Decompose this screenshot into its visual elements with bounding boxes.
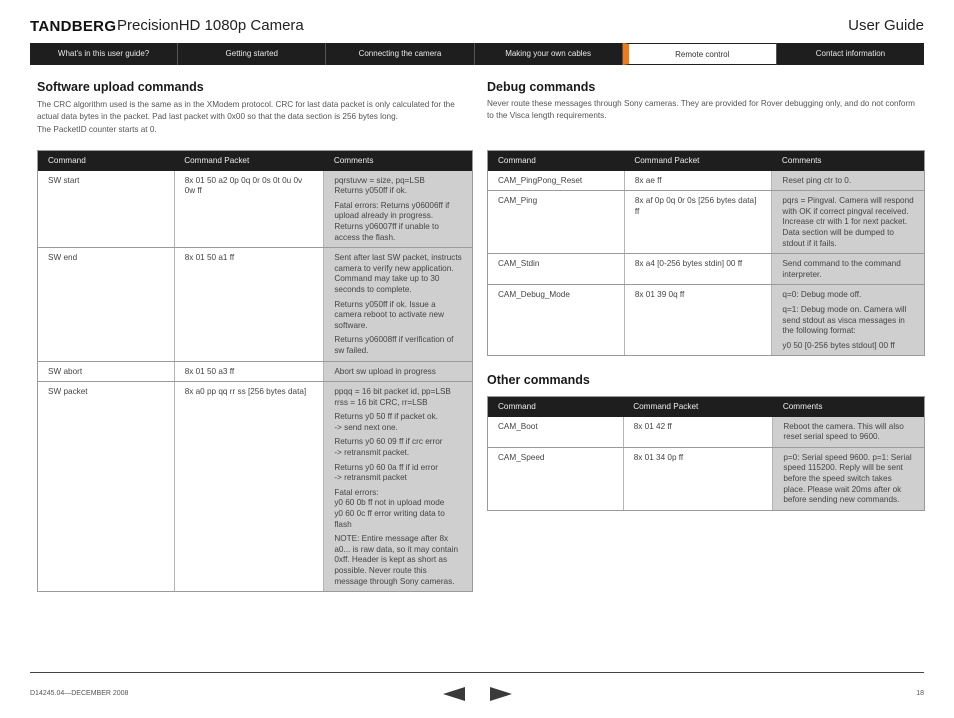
column-header-packet: Command Packet bbox=[174, 151, 324, 171]
brand-logo: TANDBERG bbox=[30, 18, 117, 35]
packet-id-note: The PacketID counter starts at 0. bbox=[37, 125, 157, 134]
command-packet-cell: 8x a0 pp qq rr ss [256 bytes data] bbox=[174, 382, 324, 592]
command-packet-cell: 8x 01 34 0p ff bbox=[623, 447, 773, 510]
other-commands-heading: Other commands bbox=[487, 373, 590, 387]
command-cell: CAM_Boot bbox=[488, 417, 624, 448]
command-cell: CAM_Ping bbox=[488, 191, 625, 254]
command-cell: SW abort bbox=[38, 361, 175, 382]
column-header-command: Command bbox=[38, 151, 175, 171]
table-row bbox=[38, 382, 473, 592]
other-commands-table bbox=[487, 396, 925, 511]
comment-text: Returns y0 50 ff if packet ok. -> send next one. bbox=[334, 412, 438, 432]
top-nav bbox=[30, 43, 924, 65]
comment-text: p=0: Serial speed 9600. p=1: Serial speed 115200. Reply will be sent before the speed switch takes place. Please wait 20ms after ok before sending new commands. bbox=[783, 452, 912, 505]
tab-making-cables[interactable]: Making your own cables bbox=[475, 43, 623, 65]
comment-text: Returns y0 60 0a ff if id error -> retransmit packet bbox=[334, 462, 438, 483]
command-packet-cell: 8x 01 50 a2 0p 0q 0r 0s 0t 0u 0v 0w ff bbox=[174, 171, 324, 248]
column-header-command: Command bbox=[488, 397, 624, 417]
table-row bbox=[488, 417, 925, 448]
comment-text: pqrs = Pingval. Camera will respond with OK if correct pingval received. Increase ctr with 1 for next packet. Data section will be dumped to stdout if it fails. bbox=[782, 196, 914, 248]
table-row bbox=[488, 254, 925, 285]
column-header-command: Command bbox=[488, 151, 625, 171]
comments-cell bbox=[324, 171, 473, 248]
comment-text: q=1: Debug mode on. Camera will send stdout as visca messages in the following format: bbox=[782, 304, 907, 336]
command-packet-cell: 8x 01 39 0q ff bbox=[624, 285, 772, 356]
comment-text: NOTE: Entire message after 8x a0... is raw data, so it may contain 0xff. Header is kept as short as possible. Never route this message through Sony cameras. bbox=[334, 534, 459, 586]
comments-cell bbox=[772, 254, 925, 285]
comments-cell bbox=[324, 361, 473, 382]
tab-contact-information[interactable]: Contact information bbox=[815, 49, 886, 58]
table-row bbox=[38, 171, 473, 248]
comment-text: Fatal errors: y0 60 0b ff not in upload mode y0 60 0c ff error writing data to flash bbox=[334, 487, 445, 529]
debug-commands-table bbox=[487, 150, 925, 356]
column-header-comments: Comments bbox=[772, 151, 925, 171]
arrow-right-icon[interactable] bbox=[490, 687, 512, 701]
command-cell: SW end bbox=[38, 248, 175, 361]
command-cell: CAM_Debug_Mode bbox=[488, 285, 625, 356]
comments-cell bbox=[772, 191, 925, 254]
command-packet-cell: 8x 01 50 a1 ff bbox=[174, 248, 324, 361]
software-upload-table bbox=[37, 150, 473, 592]
table-row bbox=[38, 361, 473, 382]
command-cell: CAM_Stdin bbox=[488, 254, 625, 285]
command-cell: SW packet bbox=[38, 382, 175, 592]
page-header bbox=[30, 14, 924, 40]
comment-text: y0 50 [0-256 bytes stdout] 00 ff bbox=[782, 340, 895, 350]
table-row bbox=[488, 191, 925, 254]
column-header-comments: Comments bbox=[773, 397, 925, 417]
column-header-packet: Command Packet bbox=[624, 151, 772, 171]
column-header-packet: Command Packet bbox=[623, 397, 773, 417]
document-id: D14245.04—DECEMBER 2008 bbox=[30, 690, 129, 697]
comments-cell bbox=[773, 417, 925, 448]
tab-whats-in-guide[interactable]: What's in this user guide? bbox=[30, 43, 178, 65]
comments-cell bbox=[324, 248, 473, 361]
software-upload-intro: The CRC algorithm used is the same as in the XModem protocol. CRC for last data packet is only calculated for the actual data bytes in the packet. Pad last packet with 0x00 so that the data section is 256 bytes long. bbox=[37, 100, 455, 121]
table-row bbox=[488, 171, 925, 191]
debug-commands-heading: Debug commands bbox=[487, 80, 596, 94]
tab-connecting-camera[interactable]: Connecting the camera bbox=[326, 43, 474, 65]
comments-cell bbox=[324, 382, 473, 592]
comment-text: q=0: Debug mode off. bbox=[782, 290, 862, 300]
product-title: PrecisionHD 1080p Camera bbox=[117, 17, 304, 34]
column-header-comments: Comments bbox=[324, 151, 473, 171]
comment-text: Send command to the command interpreter. bbox=[782, 259, 901, 279]
table-row bbox=[38, 248, 473, 361]
comment-text: ppqq = 16 bit packet id, pp=LSB rrss = 16 bit CRC, rr=LSB bbox=[334, 387, 451, 407]
table-row bbox=[488, 285, 925, 356]
page-number: 18 bbox=[916, 690, 924, 697]
comments-cell bbox=[773, 447, 925, 510]
comment-text: Returns y0 60 09 ff if crc error -> retransmit packet. bbox=[334, 437, 443, 458]
arrow-left-icon[interactable] bbox=[443, 687, 465, 701]
comment-text: Abort sw upload in progress bbox=[334, 366, 436, 376]
command-packet-cell: 8x af 0p 0q 0r 0s [256 bytes data] ff bbox=[624, 191, 772, 254]
command-cell: CAM_PingPong_Reset bbox=[488, 171, 625, 191]
comment-text: Reboot the camera. This will also reset serial speed to 9600. bbox=[783, 421, 904, 442]
guide-title: User Guide bbox=[848, 17, 924, 34]
comments-cell bbox=[772, 171, 925, 191]
command-packet-cell: 8x a4 [0-256 bytes stdin] 00 ff bbox=[624, 254, 772, 285]
comment-text: Returns y06008ff if verification of sw failed. bbox=[334, 335, 454, 355]
tab-getting-started[interactable]: Getting started bbox=[178, 43, 326, 65]
command-packet-cell: 8x ae ff bbox=[624, 171, 772, 191]
command-cell: SW start bbox=[38, 171, 175, 248]
table-row bbox=[488, 447, 925, 510]
comment-text: Reset ping ctr to 0. bbox=[782, 175, 852, 185]
comments-cell bbox=[772, 285, 925, 356]
command-cell: CAM_Speed bbox=[488, 447, 624, 510]
footer-divider bbox=[30, 672, 924, 673]
software-upload-heading: Software upload commands bbox=[37, 80, 204, 94]
command-packet-cell: 8x 01 42 ff bbox=[623, 417, 773, 448]
comment-text: Returns y050ff if ok. Issue a camera reboot to activate new software. bbox=[334, 299, 445, 330]
tab-remote-control[interactable]: Remote control bbox=[623, 43, 777, 65]
comment-text: pqrstuvw = size, pq=LSB Returns y050ff if ok. bbox=[334, 175, 425, 196]
comment-text: Fatal errors: Returns y06006ff if upload already in progress. Returns y06007ff if unable to access the flash. bbox=[334, 200, 450, 242]
debug-intro: Never route these messages through Sony cameras. They are provided for Rover debugging only, and do not conform to the Visca length requirements. bbox=[487, 99, 915, 120]
comment-text: Sent after last SW packet, instructs camera to verify new application. Command may take up to 30 seconds to complete. bbox=[334, 253, 462, 294]
command-packet-cell: 8x 01 50 a3 ff bbox=[174, 361, 324, 382]
